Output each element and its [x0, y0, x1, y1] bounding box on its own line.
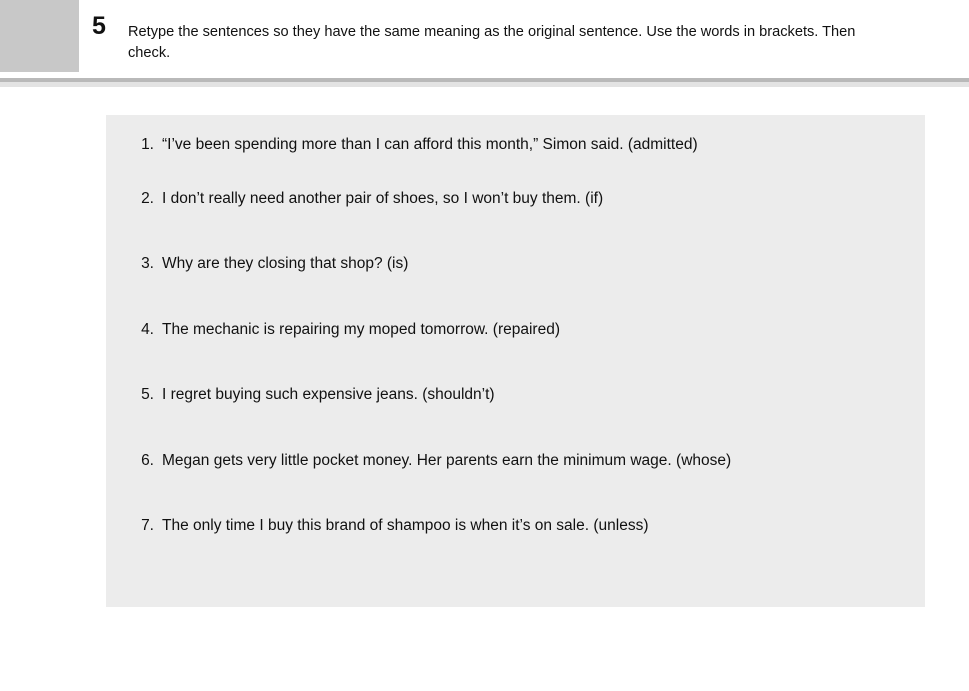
sentence-list	[106, 115, 925, 574]
list-item-text: Why are they closing that shop? (is)	[162, 255, 409, 272]
list-item-number: 4.	[141, 320, 154, 338]
list-item-text: The mechanic is repairing my moped tomorrow. (repaired)	[162, 320, 560, 338]
list-item	[106, 181, 925, 247]
list-item	[106, 443, 925, 509]
list-item-number: 6.	[141, 451, 154, 469]
list-item-text: I don’t really need another pair of shoes, so I won’t buy them. (if)	[162, 189, 604, 207]
list-item-text: “I’ve been spending more than I can afford this month,” Simon said. (admitted)	[162, 136, 698, 153]
list-item-number: 3.	[141, 255, 154, 272]
list-item	[106, 377, 925, 443]
list-item	[106, 246, 925, 312]
list-item	[106, 508, 925, 574]
header-color-swatch	[0, 0, 79, 72]
header-divider-shadow	[0, 82, 969, 87]
list-item-text: The only time I buy this brand of shampoo is when it’s on sale. (unless)	[162, 517, 649, 534]
list-item-number: 7.	[141, 517, 154, 534]
exercise-number: 5	[92, 12, 106, 40]
list-item-number: 1.	[141, 136, 154, 153]
list-item-number: 2.	[141, 189, 154, 207]
list-item	[106, 312, 925, 378]
exercise-instructions: Retype the sentences so they have the same meaning as the original sentence. Use the words in brackets. Then check.	[128, 24, 856, 62]
exercise-panel	[106, 115, 925, 607]
exercise-header	[0, 0, 969, 78]
list-item	[106, 115, 925, 181]
list-item-text: Megan gets very little pocket money. Her parents earn the minimum wage. (whose)	[162, 451, 732, 469]
list-item-text: I regret buying such expensive jeans. (shouldn’t)	[162, 386, 495, 403]
list-item-number: 5.	[141, 386, 154, 403]
